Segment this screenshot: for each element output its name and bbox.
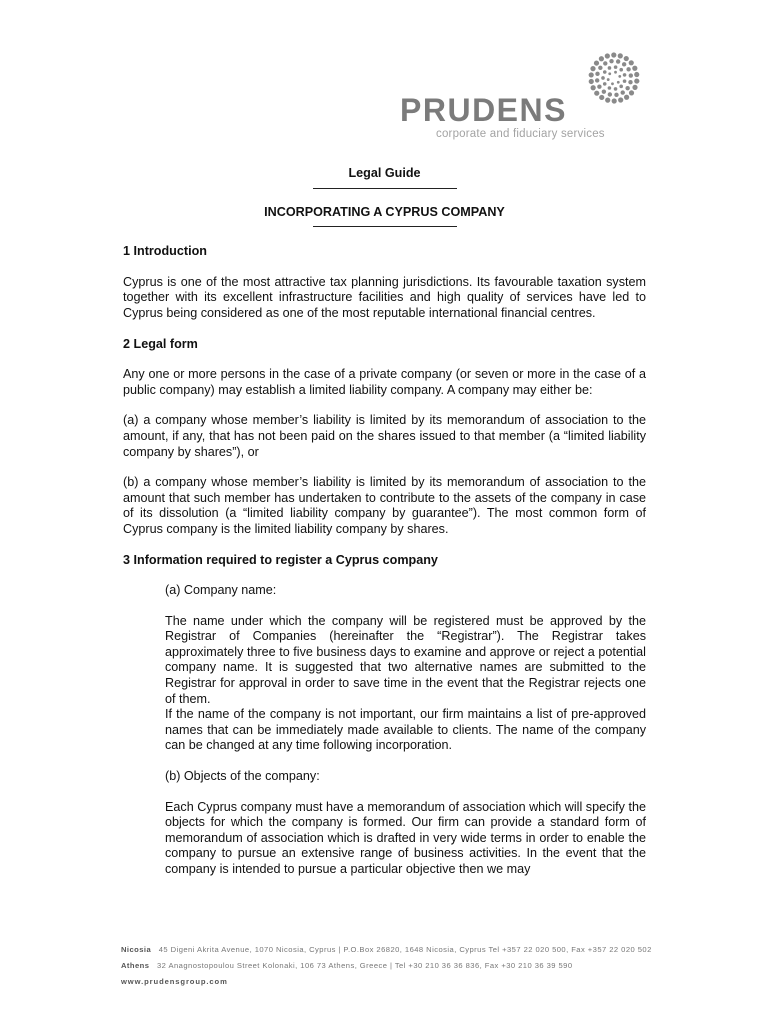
logo-dot xyxy=(605,98,610,103)
logo-dot xyxy=(595,78,599,82)
logo-dot xyxy=(624,95,629,100)
logo-dot xyxy=(628,80,632,84)
logo-dot xyxy=(614,87,618,91)
paragraph: Each Cyprus company must have a memorandum of association which will specify the objects for which the company is formed. Our firm can provide a standard form of memorandum of association which is drafted in very wide terms in order to enable the company to pursue an extensive range of business activities. In the event that the company is intended to pursue a particular objective then we may xyxy=(165,799,646,876)
footer-address: 45 Digeni Akrita Avenue, 1070 Nicosia, Cyprus | P.O.Box 26820, 1648 Nicosia, Cyprus Tel +357 22 020 500, Fax +357 22 020 502 xyxy=(158,945,652,954)
logo-dot xyxy=(601,76,605,80)
logo-dot xyxy=(603,82,607,86)
logo-dot xyxy=(621,90,625,94)
footer-address: 32 Anagnostopoulou Street Kolonaki, 106 73 Athens, Greece | Tel +30 210 36 36 836, Fax +30 210 36 39 590 xyxy=(157,961,573,970)
logo-dot xyxy=(589,72,594,77)
logo-dot xyxy=(632,85,637,90)
logo-dot xyxy=(591,85,596,90)
logo-dot xyxy=(594,60,599,65)
logo-dot xyxy=(618,97,623,102)
logo-dot xyxy=(629,60,634,65)
logo-dot xyxy=(602,89,606,93)
logo-name: PRUDENS xyxy=(400,92,567,128)
logo-dot xyxy=(626,67,630,71)
logo-dot xyxy=(609,59,613,63)
logo-dot xyxy=(589,79,594,84)
footer-city-label: Nicosia xyxy=(121,945,152,954)
logo-dot xyxy=(629,73,633,77)
subsection-heading: (a) Company name: xyxy=(165,583,277,598)
footer-nicosia-line xyxy=(121,942,661,958)
footer-city-label: Athens xyxy=(121,961,150,970)
paragraph: (a) a company whose member’s liability is limited by its memorandum of association to the amount, if any, that has not been paid on the shares issued to that member (a “limited liability company by shares”), or xyxy=(123,413,646,459)
paragraph: If the name of the company is not important, our firm maintains a list of pre-approved names that can be immediately made available to clients. The name of the company can be changed at any time following incorporation. xyxy=(165,707,646,753)
subsection-heading: (b) Objects of the company: xyxy=(165,769,320,784)
logo-dot xyxy=(634,72,639,77)
logo-dot xyxy=(614,71,617,74)
logo-dot xyxy=(595,72,599,76)
section-heading: 2 Legal form xyxy=(123,336,198,351)
logo-dot xyxy=(634,78,639,83)
dotted-circle-logo-icon xyxy=(588,52,640,104)
logo-dot xyxy=(623,79,627,83)
logo-dot xyxy=(599,56,604,61)
footer-athens-line xyxy=(121,958,661,974)
logo-dot xyxy=(618,53,623,58)
section-heading: 1 Introduction xyxy=(123,244,207,259)
paragraph: Cyprus is one of the most attractive tax planning jurisdictions. Its favourable taxation system together with its excellent infrastructure facilities and high quality of services have led to Cyprus being considered as one of the most reputable international financial centres. xyxy=(123,274,646,320)
logo-dot xyxy=(590,66,595,71)
logo-dot xyxy=(624,56,629,61)
paragraph: Any one or more persons in the case of a private company (or seven or more in the case of a public company) may establish a limited liability company. A company may either be: xyxy=(123,367,646,397)
logo-dot xyxy=(612,98,617,103)
logo-dot xyxy=(603,61,607,65)
logo-dot xyxy=(618,75,621,78)
logo-dot xyxy=(623,73,627,77)
logo-dot xyxy=(608,72,611,75)
logo-dot xyxy=(598,66,602,70)
logo-dot xyxy=(617,81,620,84)
logo-tagline: corporate and fiduciary services xyxy=(436,128,605,140)
logo-dot xyxy=(611,82,614,85)
logo-dot xyxy=(599,95,604,100)
logo-dot xyxy=(607,78,610,81)
section-heading: 3 Information required to register a Cyprus company xyxy=(123,552,438,567)
logo-dot xyxy=(629,90,634,95)
logo-dot xyxy=(608,92,612,96)
logo-dot xyxy=(608,86,612,90)
logo-dot xyxy=(625,86,629,90)
footer-website-link[interactable]: www.prudensgroup.com xyxy=(121,977,228,986)
logo-dot xyxy=(597,85,601,89)
logo-dot xyxy=(603,70,607,74)
logo-dot xyxy=(614,65,618,69)
guide-title: Legal Guide xyxy=(348,166,421,180)
logo-dot xyxy=(632,66,637,71)
paragraph: The name under which the company will be registered must be approved by the Registrar of Companies (hereinafter the “Registrar”). The Registrar takes approximately three to five business days to examine and approve or reject a potential company name. It is suggested that two alternative names are submitted to the Registrar for approval in order to save time in the event that the Registrar rejects one of them. xyxy=(165,613,646,706)
logo-dot xyxy=(619,85,623,89)
document-body xyxy=(123,166,646,878)
company-logo xyxy=(400,52,640,147)
logo-dot xyxy=(611,52,616,57)
page-footer xyxy=(121,942,661,990)
logo-dot xyxy=(608,66,612,70)
paragraph: (b) a company whose member’s liability is limited by its memorandum of association to the amount that such member has undertaken to contribute to the assets of the company in case of its dissolution (a “limited liability company by guarantee”). The most common form of Cyprus company is the limited liability company by shares. xyxy=(123,475,646,536)
logo-dot xyxy=(619,68,623,72)
logo-dot xyxy=(594,91,599,96)
logo-dot xyxy=(616,59,620,63)
logo-dot xyxy=(622,62,626,66)
document-title: INCORPORATING A CYPRUS COMPANY xyxy=(264,204,505,219)
logo-dot xyxy=(614,93,618,97)
logo-dot xyxy=(605,53,610,58)
